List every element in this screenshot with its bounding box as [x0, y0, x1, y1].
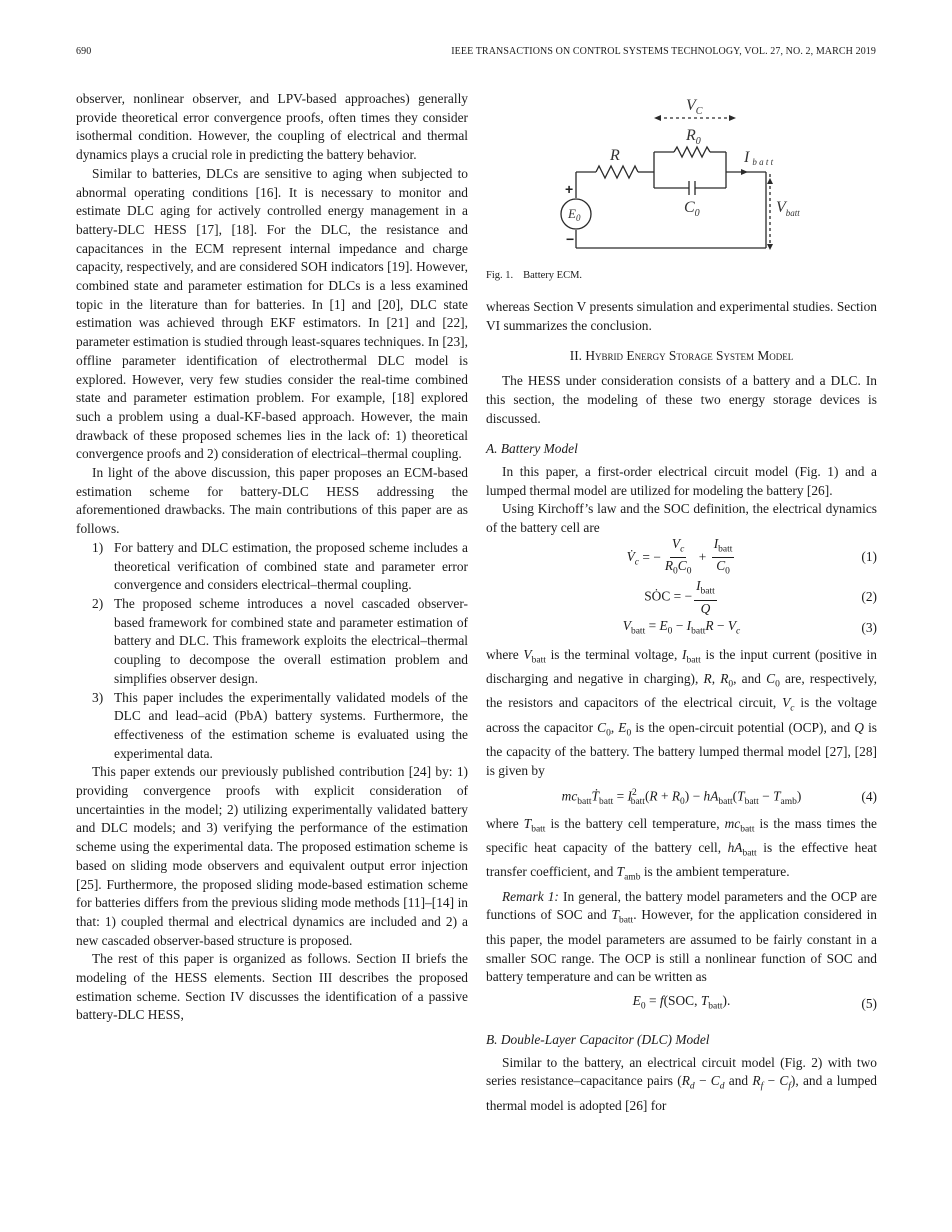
paragraph: In light of the above discussion, this paper proposes an ECM-based estimation scheme for battery-DLC HESS addressing the aforementioned drawbacks. The main contributions of this paper are as follows. [76, 465, 468, 537]
paragraph: In this paper, a first-order electrical circuit model (Fig. 1) and a lumped thermal model are utilized for modeling the battery [26]. [486, 463, 877, 498]
paragraph: where $V_{batt}$ is the terminal voltage, $I_{batt}$ is the input current (positive in discharging and negative in charging), R, $R_0$, and $C_0$ are, respectively, the resistors and capacitors of the electrical circuit, $V_c$ is the voltage across the capacitor $C_0$, $E_0$ is the open-circuit potential (OCP), and Q is the capacity of the battery. The battery lumped thermal model [27], [28] is given by [486, 646, 877, 778]
remark-paragraph: Remark 1: In general, the battery model parameters and the OCP are functions of SOC and $T_{batt}$. However, for the application considered in this paper, the model parameters are assumed to be fairly constant in a smaller SOC range. The OCP is still a nonlinear function of SOC and battery temperature and can be written as [486, 888, 877, 985]
list-item: 2) The proposed scheme introduces a novel cascaded observer-based framework for combined state and parameter estimation of battery and DLC. This framework exploits the electrical–thermal coupling to decompose the overall estimation problem and simplifies observer design. [92, 595, 468, 686]
arrowhead [654, 115, 661, 121]
page-header [76, 46, 876, 60]
arrowhead [729, 115, 736, 121]
equation-4: $mc_{batt}Ṫ_{batt} = I^2_{batt}(R + R_0) - hA_{batt}(T_{batt} - T_{amb})$ (4) [561, 787, 877, 807]
paragraph: This paper extends our previously published contribution [24] by: 1) providing convergence proofs with explicit consideration of uncertainties in the model; 2) utilizing experimentally validated battery and DLC models; and 3) verifying the performance of the estimation scheme using the experimental data. The proposed estimation scheme is based on sliding mode observers and equivalent output error injection [25]. Furthermore, the proposed sliding mode-based estimation scheme for batteries differs from the previous sliding mode methods [11]–[14] in that: 1) coupled thermal and electrical dynamics are included and 2) a new cascaded observer-based structure is proposed. [76, 764, 468, 948]
equation-5: $E_0 = f(SOC$, $T_{batt}$). (5) [632, 992, 877, 1012]
journal-header: IEEE TRANSACTIONS ON CONTROL SYSTEMS TECHNOLOGY, VOL. 27, NO. 2, MARCH 2019 [451, 46, 876, 57]
equation-2: SȮC = − $\frac{I_{batt}}{Q}$ (2) [644, 578, 877, 617]
paragraph: where $T_{batt}$ is the battery cell temperature, $mc_{batt}$ is the mass times the specific heat capacity of the battery cell, $hA_{batt}$ is the effective heat transfer coefficient, and $T_{amb}$ is the ambient temperature. [486, 815, 877, 884]
current-arrowhead [741, 169, 748, 175]
paragraph: Similar to batteries, DLCs are sensitive to aging when subjected to abnormal operating conditions [16]. It is necessary to monitor and estimate DLC aging for actively controlled energy management in a battery-DLC HESS [17], [18]. For the DLC, the resistance and capacitances in the ECM represent internal impedance and charge capacity, respectively, and are considered SOH indicators [19]. However, combined state and parameter estimation for DLCs is a less examined topic in the literature than for batteries. In [1] and [20], DLC state estimation was achieved through EKF estimators. In [21] and [22], parameter estimation is studied through least-squares techniques. In [23], offline parameter identification of electrothermal DLC model is explored. However, very few studies consider the real-time combined state and parameter estimation problem. For example, [18] explored such a problem using a dual-KF-based approach. However, the main drawback of these proposed schemes lies in the lack of: 1) theoretical convergence proofs and 2) consideration of electrical–thermal coupling. [76, 165, 468, 462]
paragraph: The HESS under consideration consists of a battery and a DLC. In this section, the modeling of these two energy storage devices is discussed. [486, 373, 877, 426]
resistor-r [596, 166, 638, 178]
label-r: R [610, 147, 620, 164]
paragraph: The rest of this paper is organized as follows. Section II briefs the modeling of the HESS elements. Section III describes the proposed estimation scheme. Section IV discusses the identification of a passive battery-DLC HESS, [76, 951, 468, 1023]
paragraph: observer, nonlinear observer, and LPV-based approaches) generally provide theoretical error convergence proofs, often times they consider isothermal condition. However, the coupling of electrical and thermal dynamics plays a crucial role in predicting the battery behavior. [76, 91, 468, 163]
figure-battery-ecm [486, 90, 877, 281]
list-item: 1) For battery and DLC estimation, the proposed scheme includes a theoretical verification of combined state and parameter error convergence and considers electrical–thermal coupling. [92, 539, 468, 593]
plus-sign: + [565, 181, 574, 197]
label-vbatt: $V_{batt}$ [776, 199, 800, 218]
label-ibatt: Ib a t t [744, 149, 774, 167]
equation-1: $V̇_c$ = − $\frac{V_c}{R_0C_0}$ + $\frac{I_{batt}}{C_0}$ (1) [626, 535, 877, 577]
paragraph: Similar to the battery, an electrical circuit model (Fig. 2) with two series resistance–capacitance pairs ($R_d - C_d$ and $R_f - C_f$), and a lumped thermal model is adopted [26] for [486, 1054, 877, 1113]
label-e0: $E_0$ [568, 206, 581, 223]
arrowhead [767, 244, 773, 250]
list-item: 3) This paper includes the experimentally validated models of the DLC and lead–acid (PbA) battery systems. Furthermore, the effectiveness of the estimation scheme is evaluated using the experimental data. [92, 689, 468, 761]
equation-3: $V_{batt} = E_0 - I_{batt}R - V_c$ (3) [622, 617, 877, 637]
arrowhead [767, 178, 773, 184]
figure-caption: Fig. 1. Battery ECM. [486, 270, 583, 281]
right-column [486, 90, 877, 1115]
left-column [76, 90, 468, 1025]
label-c0: $C_0$ [684, 199, 700, 219]
subsection-heading: B. Double-Layer Capacitor (DLC) Model [486, 1031, 710, 1047]
circuit-diagram [486, 90, 877, 260]
section-heading: II. Hybrid Energy Storage System Model [569, 348, 794, 364]
paragraph: Using Kirchoff’s law and the SOC definition, the electrical dynamics of the battery cell are [486, 501, 877, 536]
minus-sign: − [566, 231, 575, 247]
subsection-heading: A. Battery Model [486, 441, 578, 457]
contributions-list [76, 539, 468, 763]
page-number: 690 [76, 46, 92, 57]
paragraph: whereas Section V presents simulation and experimental studies. Section VI summarizes the conclusion. [486, 299, 877, 333]
label-r0: $R_0$ [686, 127, 701, 147]
resistor-r0 [674, 147, 710, 157]
label-vc: $V_C$ [686, 97, 703, 117]
